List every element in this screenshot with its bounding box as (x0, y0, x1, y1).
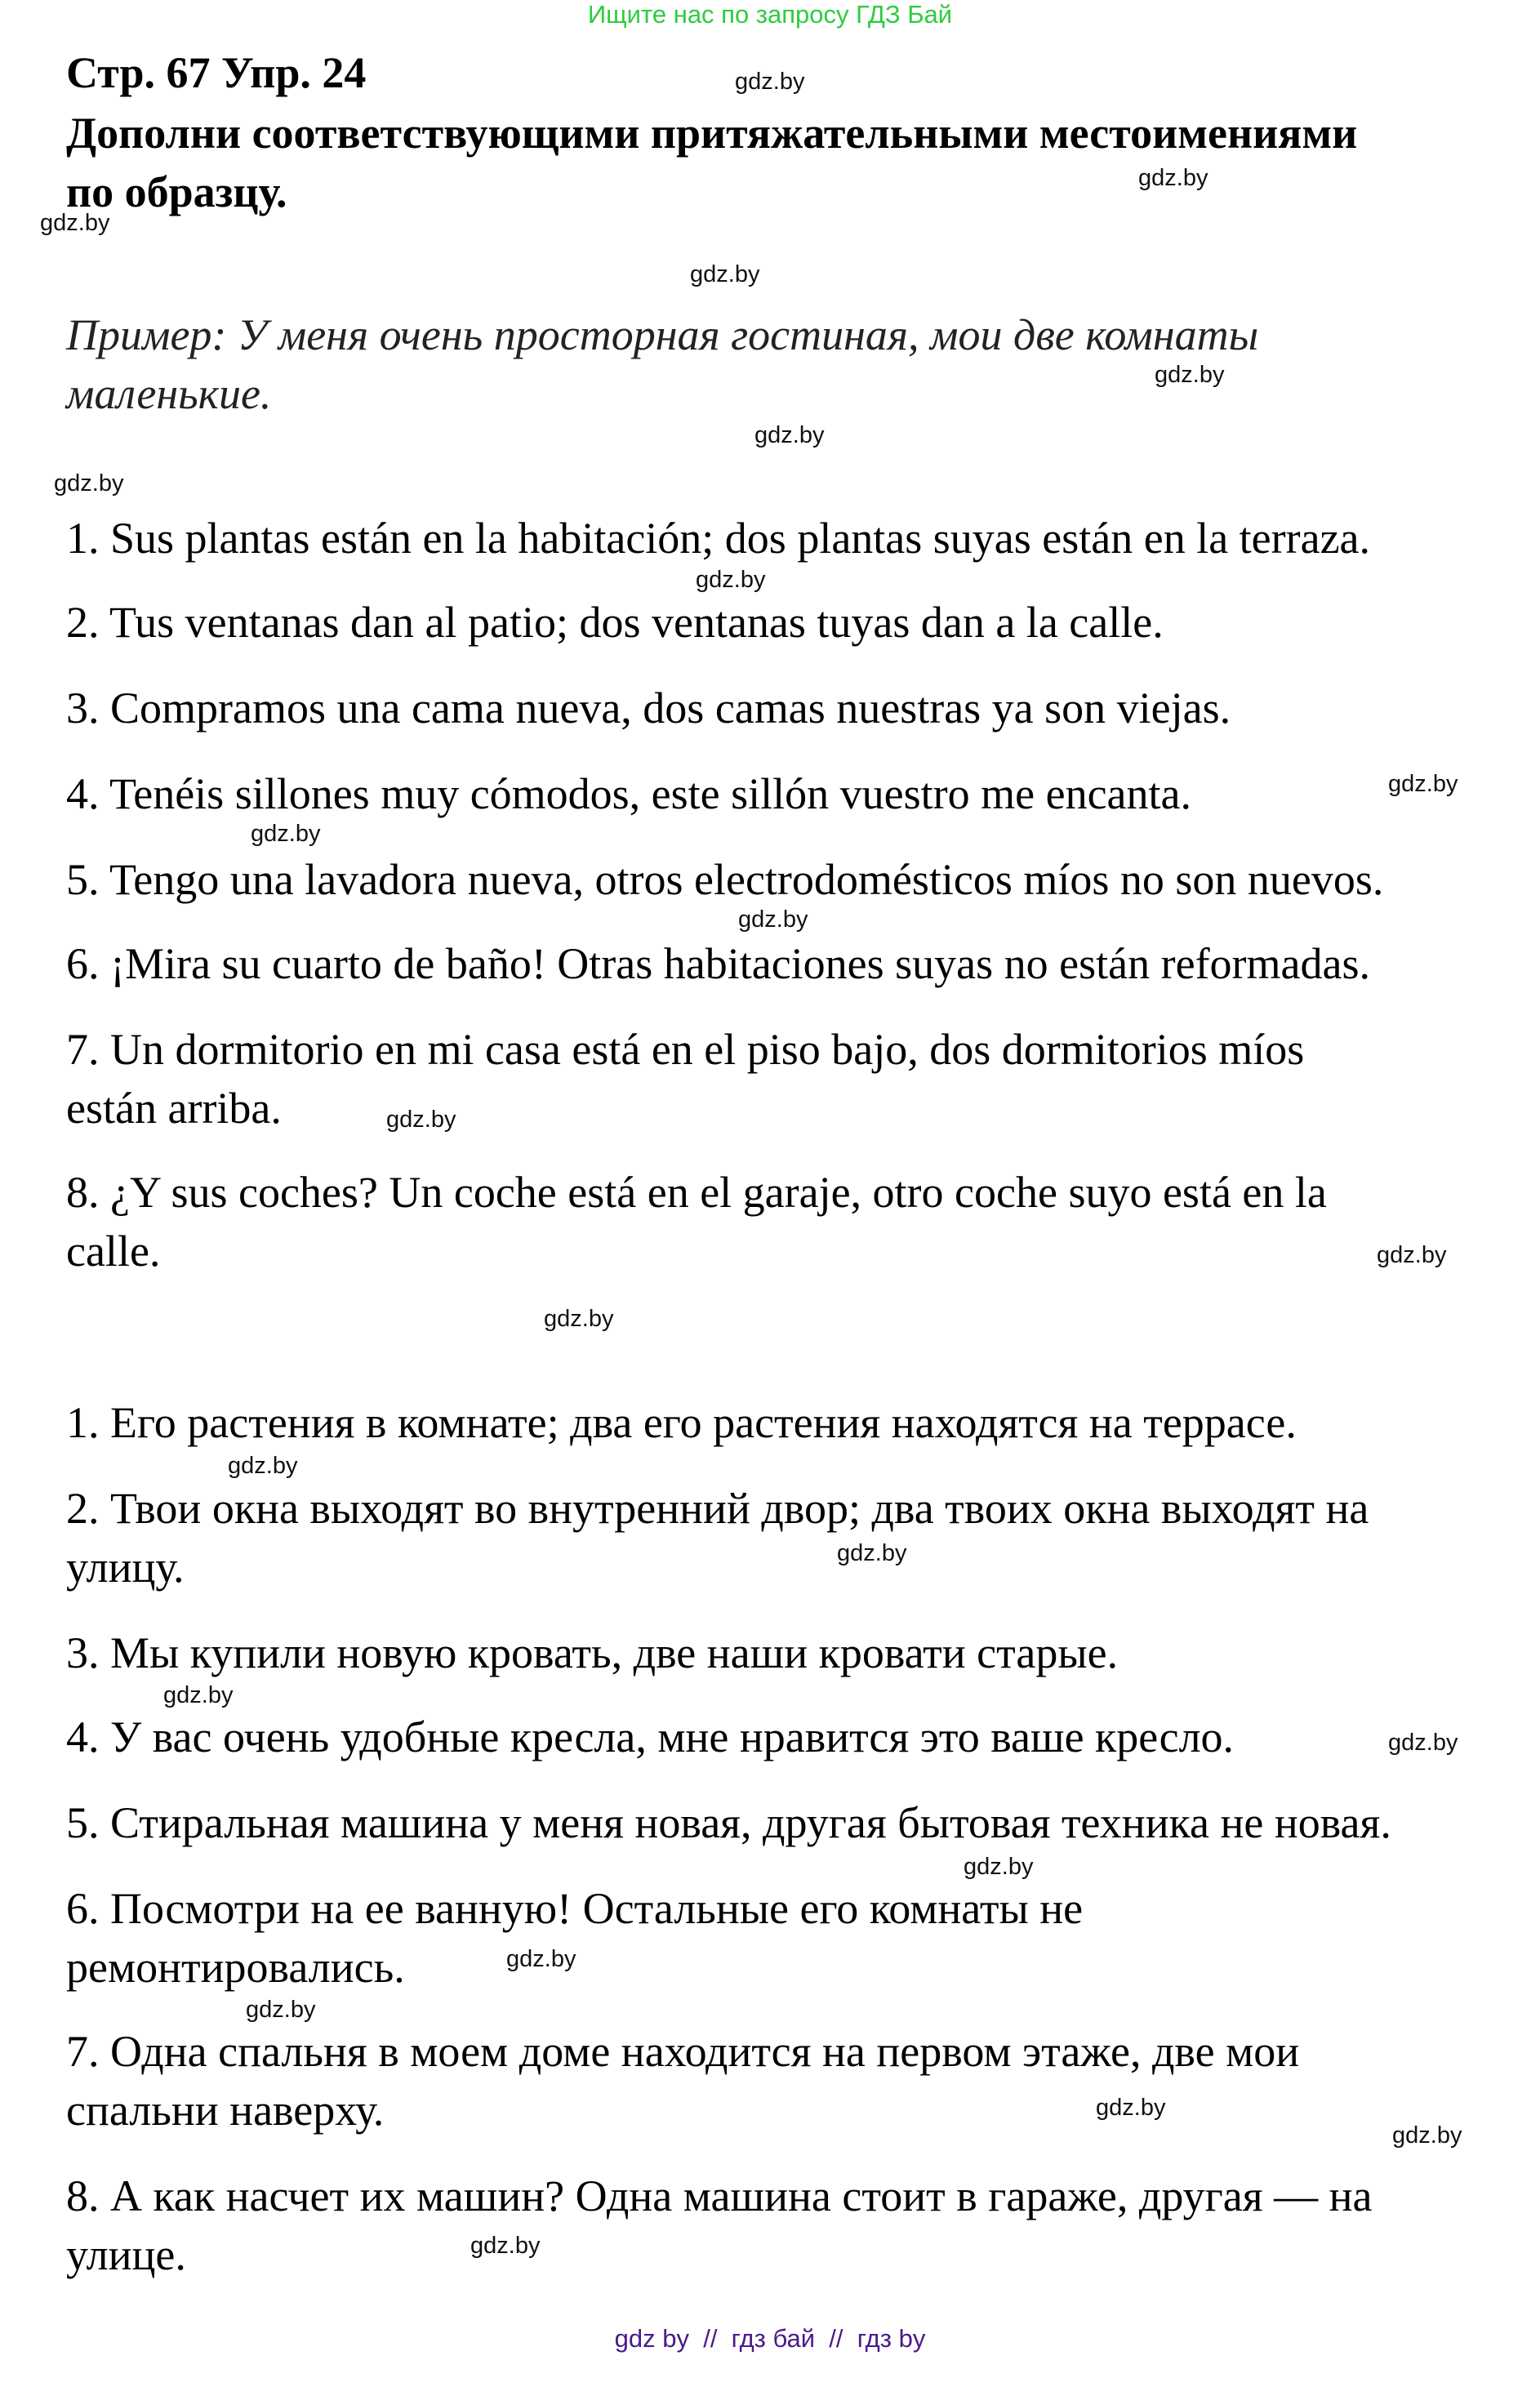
russian-item: 4. У вас очень удобные кресла, мне нравится это ваше кресло. (66, 1712, 1235, 1761)
spanish-item-continuation: están arriba. (66, 1084, 282, 1133)
watermark: gdz.by (1388, 771, 1458, 797)
watermark: gdz.by (163, 1682, 234, 1708)
watermark: gdz.by (696, 567, 766, 593)
watermark: gdz.by (1377, 1242, 1447, 1268)
watermark: gdz.by (54, 470, 124, 497)
watermark: gdz.by (754, 422, 825, 448)
russian-item: 8. А как насчет их машин? Одна машина стоит в гараже, другая — на (66, 2171, 1373, 2220)
watermark: gdz.by (470, 2233, 541, 2259)
watermark: gdz.by (738, 906, 808, 933)
watermark: gdz.by (837, 1540, 907, 1566)
watermark: gdz.by (40, 210, 110, 236)
watermark: gdz.by (1388, 1730, 1458, 1756)
watermark: gdz.by (1138, 165, 1208, 191)
watermark: gdz.by (1155, 362, 1225, 388)
task-heading-line2: по образцу. (66, 167, 287, 216)
russian-item-continuation: улице. (66, 2230, 186, 2279)
spanish-item: 6. ¡Mira su cuarto de baño! Otras habitaciones suyas no están reformadas. (66, 939, 1370, 988)
watermark: gdz.by (735, 69, 805, 95)
example-line2: маленькие. (66, 369, 272, 418)
watermark: gdz.by (1096, 2095, 1166, 2121)
spanish-item: 7. Un dormitorio en mi casa está en el piso bajo, dos dormitorios míos (66, 1025, 1305, 1074)
russian-item: 1. Его растения в комнате; два его растения находятся на террасе. (66, 1398, 1297, 1447)
example-line1: Пример: У меня очень просторная гостиная, мои две комнаты (66, 310, 1259, 359)
footer-links[interactable]: gdz by // гдз бай // гдз by (614, 2324, 926, 2353)
search-banner[interactable]: Ищите нас по запросу ГДЗ Бай (587, 0, 953, 29)
watermark: gdz.by (246, 1997, 316, 2023)
russian-item: 3. Мы купили новую кровать, две наши кровати старые. (66, 1628, 1119, 1677)
russian-item-continuation: ремонтировались. (66, 1943, 405, 1992)
page-reference: Стр. 67 Упр. 24 (66, 48, 367, 97)
spanish-item: 2. Tus ventanas dan al patio; dos ventanas tuyas dan a la calle. (66, 598, 1164, 647)
watermark: gdz.by (544, 1306, 614, 1332)
russian-item-continuation: улицу. (66, 1543, 185, 1592)
spanish-item: 4. Tenéis sillones muy cómodos, este sillón vuestro me encanta. (66, 769, 1191, 818)
spanish-item: 3. Compramos una cama nueva, dos camas nuestras ya son viejas. (66, 684, 1231, 733)
russian-item: 5. Стиральная машина у меня новая, другая бытовая техника не новая. (66, 1798, 1391, 1847)
watermark: gdz.by (251, 821, 321, 847)
russian-item: 2. Твои окна выходят во внутренний двор; два твоих окна выходят на (66, 1484, 1369, 1533)
watermark: gdz.by (386, 1107, 456, 1133)
spanish-item-continuation: calle. (66, 1227, 161, 1276)
task-heading-line1: Дополни соответствующими притяжательными местоимениями (66, 109, 1358, 158)
watermark: gdz.by (506, 1946, 576, 1972)
spanish-item: 8. ¿Y sus coches? Un coche está en el garaje, otro coche suyo está en la (66, 1168, 1327, 1217)
spanish-item: 5. Tengo una lavadora nueva, otros electrodomésticos míos no son nuevos. (66, 855, 1384, 904)
watermark: gdz.by (964, 1854, 1034, 1880)
watermark: gdz.by (1392, 2122, 1462, 2149)
russian-item: 7. Одна спальня в моем доме находится на первом этаже, две мои (66, 2027, 1300, 2076)
russian-item-continuation: спальни наверху. (66, 2086, 385, 2135)
watermark: gdz.by (228, 1453, 298, 1479)
russian-item: 6. Посмотри на ее ванную! Остальные его комнаты не (66, 1884, 1084, 1933)
spanish-item: 1. Sus plantas están en la habitación; dos plantas suyas están en la terraza. (66, 514, 1371, 563)
watermark: gdz.by (690, 261, 760, 287)
